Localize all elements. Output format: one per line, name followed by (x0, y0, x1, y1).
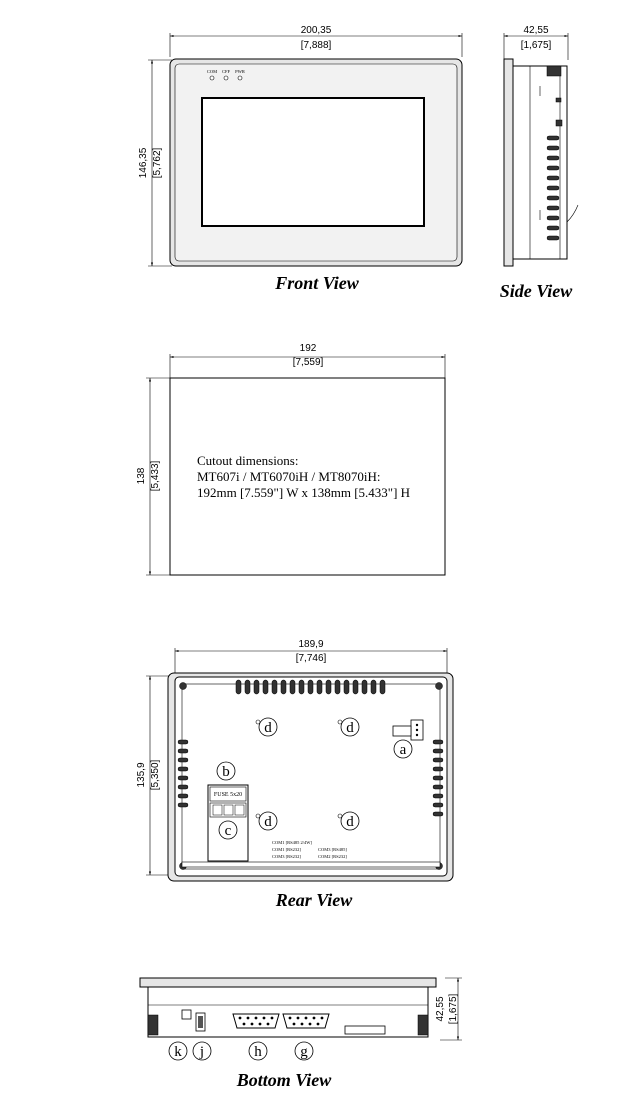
front-height-mm: 146,35 (138, 147, 149, 179)
side-depth-mm: 42,55 (523, 25, 549, 36)
cutout-width-in: [7,559] (292, 357, 324, 368)
rear-width-in: [7,746] (295, 653, 327, 664)
port-h-db9 (233, 1014, 279, 1028)
cutout-height-in: [5,433] (150, 460, 161, 492)
cutout-height-mm: 138 (136, 467, 147, 485)
bottom-bezel (140, 978, 436, 987)
port-label-com3-rs232: COM3 [RS232] (272, 854, 301, 859)
port-label-com3-rs485: COM3 [RS485] (318, 847, 347, 852)
fuse-label: FUSE 5x20 (213, 792, 243, 798)
bottom-callout-k: k (174, 1044, 182, 1060)
side-depth-in: [1,675] (520, 40, 552, 51)
bottom-view (140, 978, 462, 1090)
rear-right-vents (433, 740, 443, 816)
rear-callout-a: a (399, 742, 407, 758)
port-label-com2-rs232: COM2 [RS232] (318, 854, 347, 859)
bottom-callout-h: h (254, 1044, 262, 1060)
side-view (500, 25, 578, 301)
port-label-com1-rs485: COM1 [RS485 2/4W] (272, 840, 313, 845)
front-width-in: [7,888] (300, 40, 332, 51)
bottom-view-caption: Bottom View (236, 1070, 332, 1090)
rear-top-vents (236, 680, 385, 694)
side-bezel (504, 59, 513, 266)
bottom-depth-in: [1,675] (448, 993, 459, 1025)
bottom-callout-j: j (199, 1044, 205, 1060)
bottom-depth-mm: 42,55 (435, 996, 446, 1022)
rear-callout-d-1: d (264, 720, 272, 736)
front-view-caption: Front View (275, 273, 359, 293)
front-view (138, 25, 462, 293)
rear-view-caption: Rear View (275, 890, 353, 910)
port-label-com1-rs232: COM1 [RS232] (272, 847, 301, 852)
rear-height-mm: 135,9 (136, 762, 147, 788)
cutout-view (136, 343, 445, 575)
led-com-icon (210, 76, 214, 80)
led-cff-icon (224, 76, 228, 80)
rear-view (136, 639, 453, 910)
cutout-width-mm: 192 (299, 343, 317, 354)
led-label-pwr: PWR (235, 69, 245, 74)
bottom-callout-g: g (300, 1044, 308, 1060)
led-label-cff: CFF (221, 69, 231, 74)
side-view-caption: Side View (499, 281, 573, 301)
rear-height-in: [5,350] (150, 759, 161, 791)
rear-callout-d-2: d (346, 720, 354, 736)
led-label-com: COM (206, 69, 218, 74)
cutout-note-line-2: MT607i / MT6070iH / MT8070iH: (197, 469, 381, 484)
front-screen (202, 98, 424, 226)
rear-width-mm: 189,9 (298, 639, 324, 650)
rear-callout-c: c (224, 823, 232, 839)
port-k (182, 1010, 191, 1019)
front-width-mm: 200,35 (300, 25, 332, 36)
led-pwr-icon (238, 76, 242, 80)
port-g-db9 (283, 1014, 329, 1028)
front-height-in: [5,762] (152, 147, 163, 179)
rear-callout-d-3: d (264, 814, 272, 830)
cutout-note-line-1: Cutout dimensions: (197, 453, 299, 468)
cutout-note-line-3: 192mm [7.559"] W x 138mm [5.433"] H (197, 485, 411, 500)
rear-callout-d-4: d (346, 814, 354, 830)
rear-callout-b: b (222, 764, 230, 780)
